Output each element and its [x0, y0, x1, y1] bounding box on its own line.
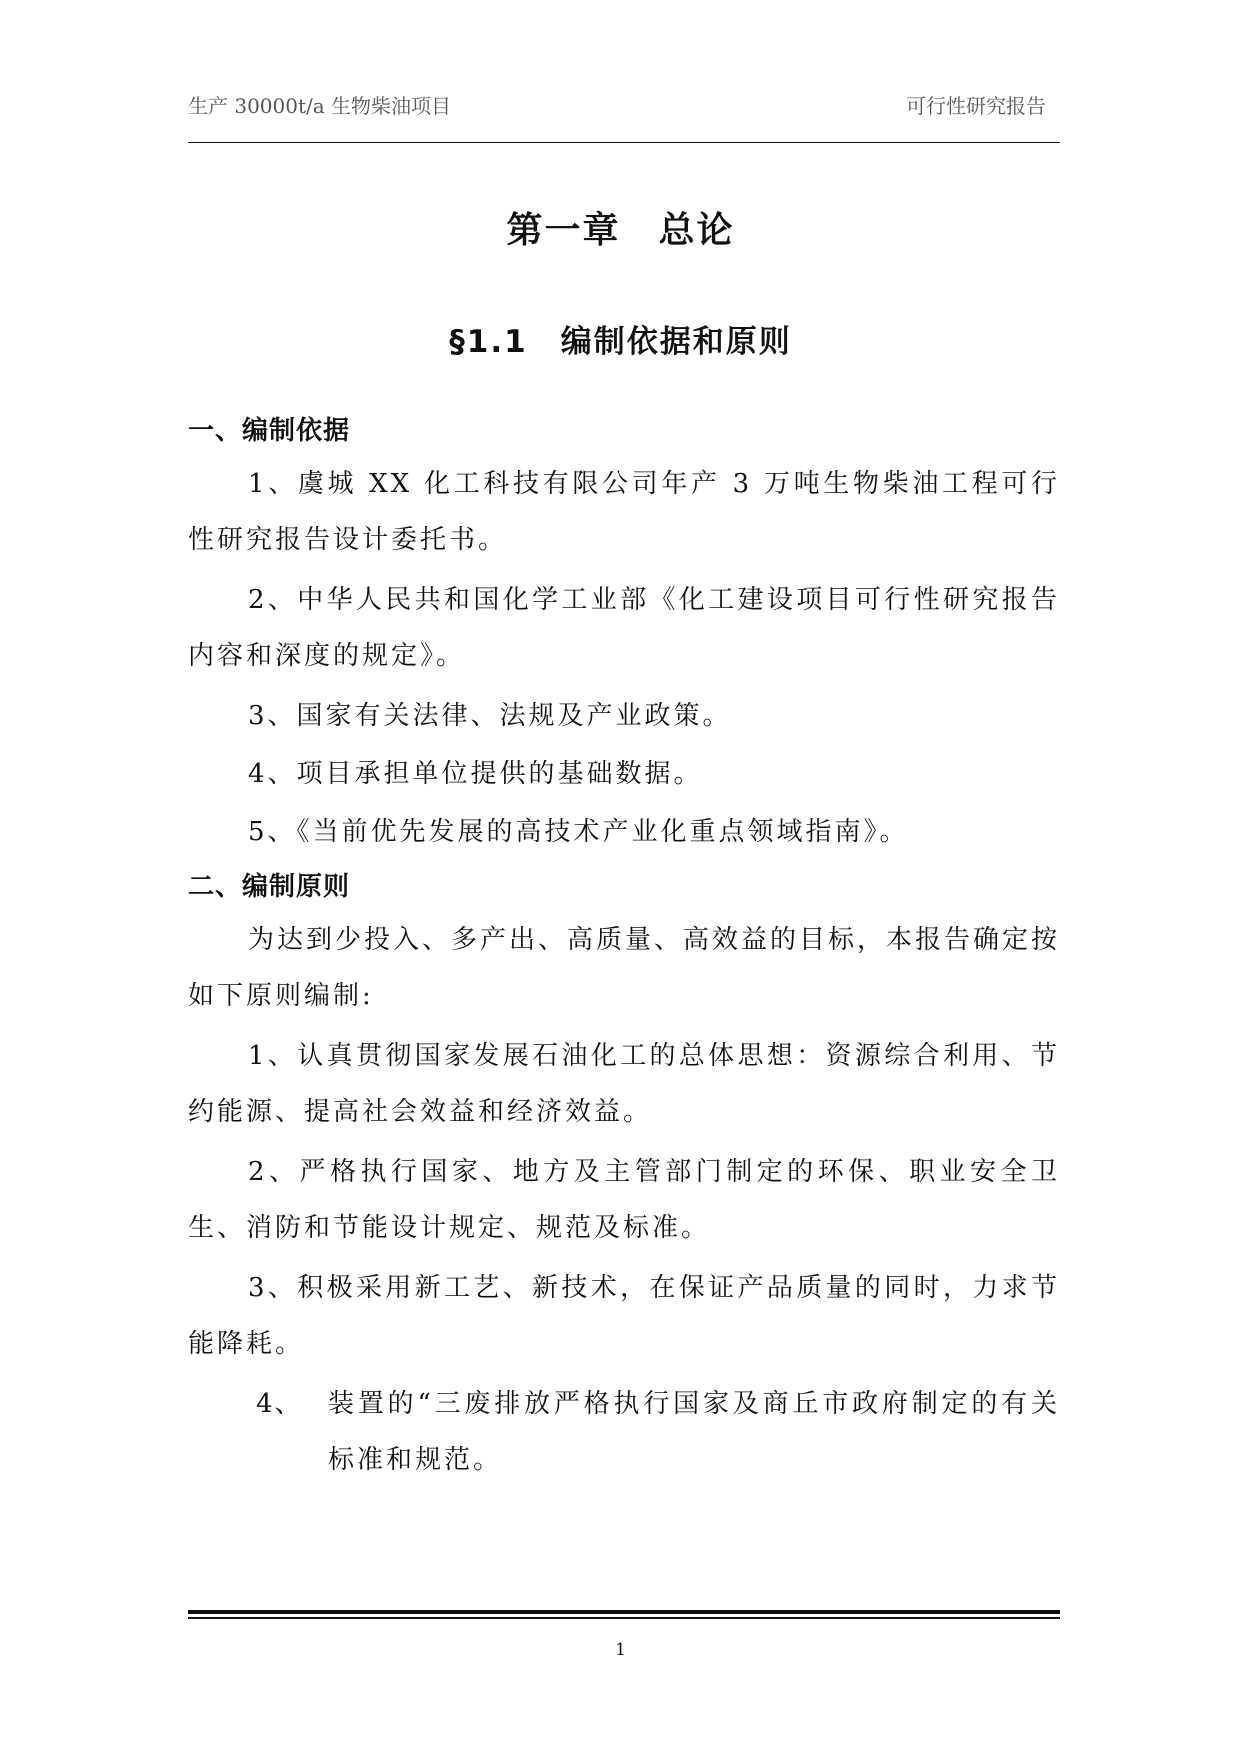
basis-item-1: 1、虞城 XX 化工科技有限公司年产 3 万吨生物柴油工程可行性研究报告设计委托书。 [188, 469, 1060, 555]
basis-heading: 一、编制依据 [188, 416, 351, 446]
principle-item-4-text: 装置的“三废排放严格执行国家及商丘市政府制定的有关标准和规范。 [328, 1389, 1060, 1475]
footer-rule-thin [188, 1617, 1060, 1619]
footer-rule [188, 1610, 1060, 1614]
principles-intro: 为达到少投入、多产出、高质量、高效益的目标，本报告确定按如下原则编制: [188, 925, 1061, 1011]
page-number: 1 [615, 1640, 626, 1660]
principle-item-4-number: 4、 [256, 1389, 303, 1419]
principles-heading: 二、编制原则 [188, 872, 351, 902]
chapter-title: 第一章 总论 [506, 210, 735, 251]
basis-item-4: 4、项目承担单位提供的基础数据。 [248, 759, 703, 789]
basis-item-2: 2、中华人民共和国化学工业部《化工建设项目可行性研究报告内容和深度的规定》。 [188, 585, 1060, 671]
page-header [188, 86, 1060, 143]
section-title: §1.1 编制依据和原则 [449, 324, 792, 360]
header-report-type: 可行性研究报告 [906, 94, 1046, 118]
principle-item-1: 1、认真贯彻国家发展石油化工的总体思想：资源综合利用、节约能源、提高社会效益和经济效益。 [188, 1041, 1060, 1127]
principle-item-3: 3、积极采用新工艺、新技术，在保证产品质量的同时，力求节能降耗。 [188, 1273, 1060, 1359]
principle-item-2: 2、严格执行国家、地方及主管部门制定的环保、职业安全卫生、消防和节能设计规定、规范及标准。 [188, 1157, 1060, 1243]
basis-item-5: 5、《当前优先发展的高技术产业化重点领域指南》。 [248, 817, 909, 847]
header-project-title: 生产 30000t/a 生物柴油项目 [188, 94, 452, 118]
basis-item-3: 3、国家有关法律、法规及产业政策。 [248, 701, 732, 731]
